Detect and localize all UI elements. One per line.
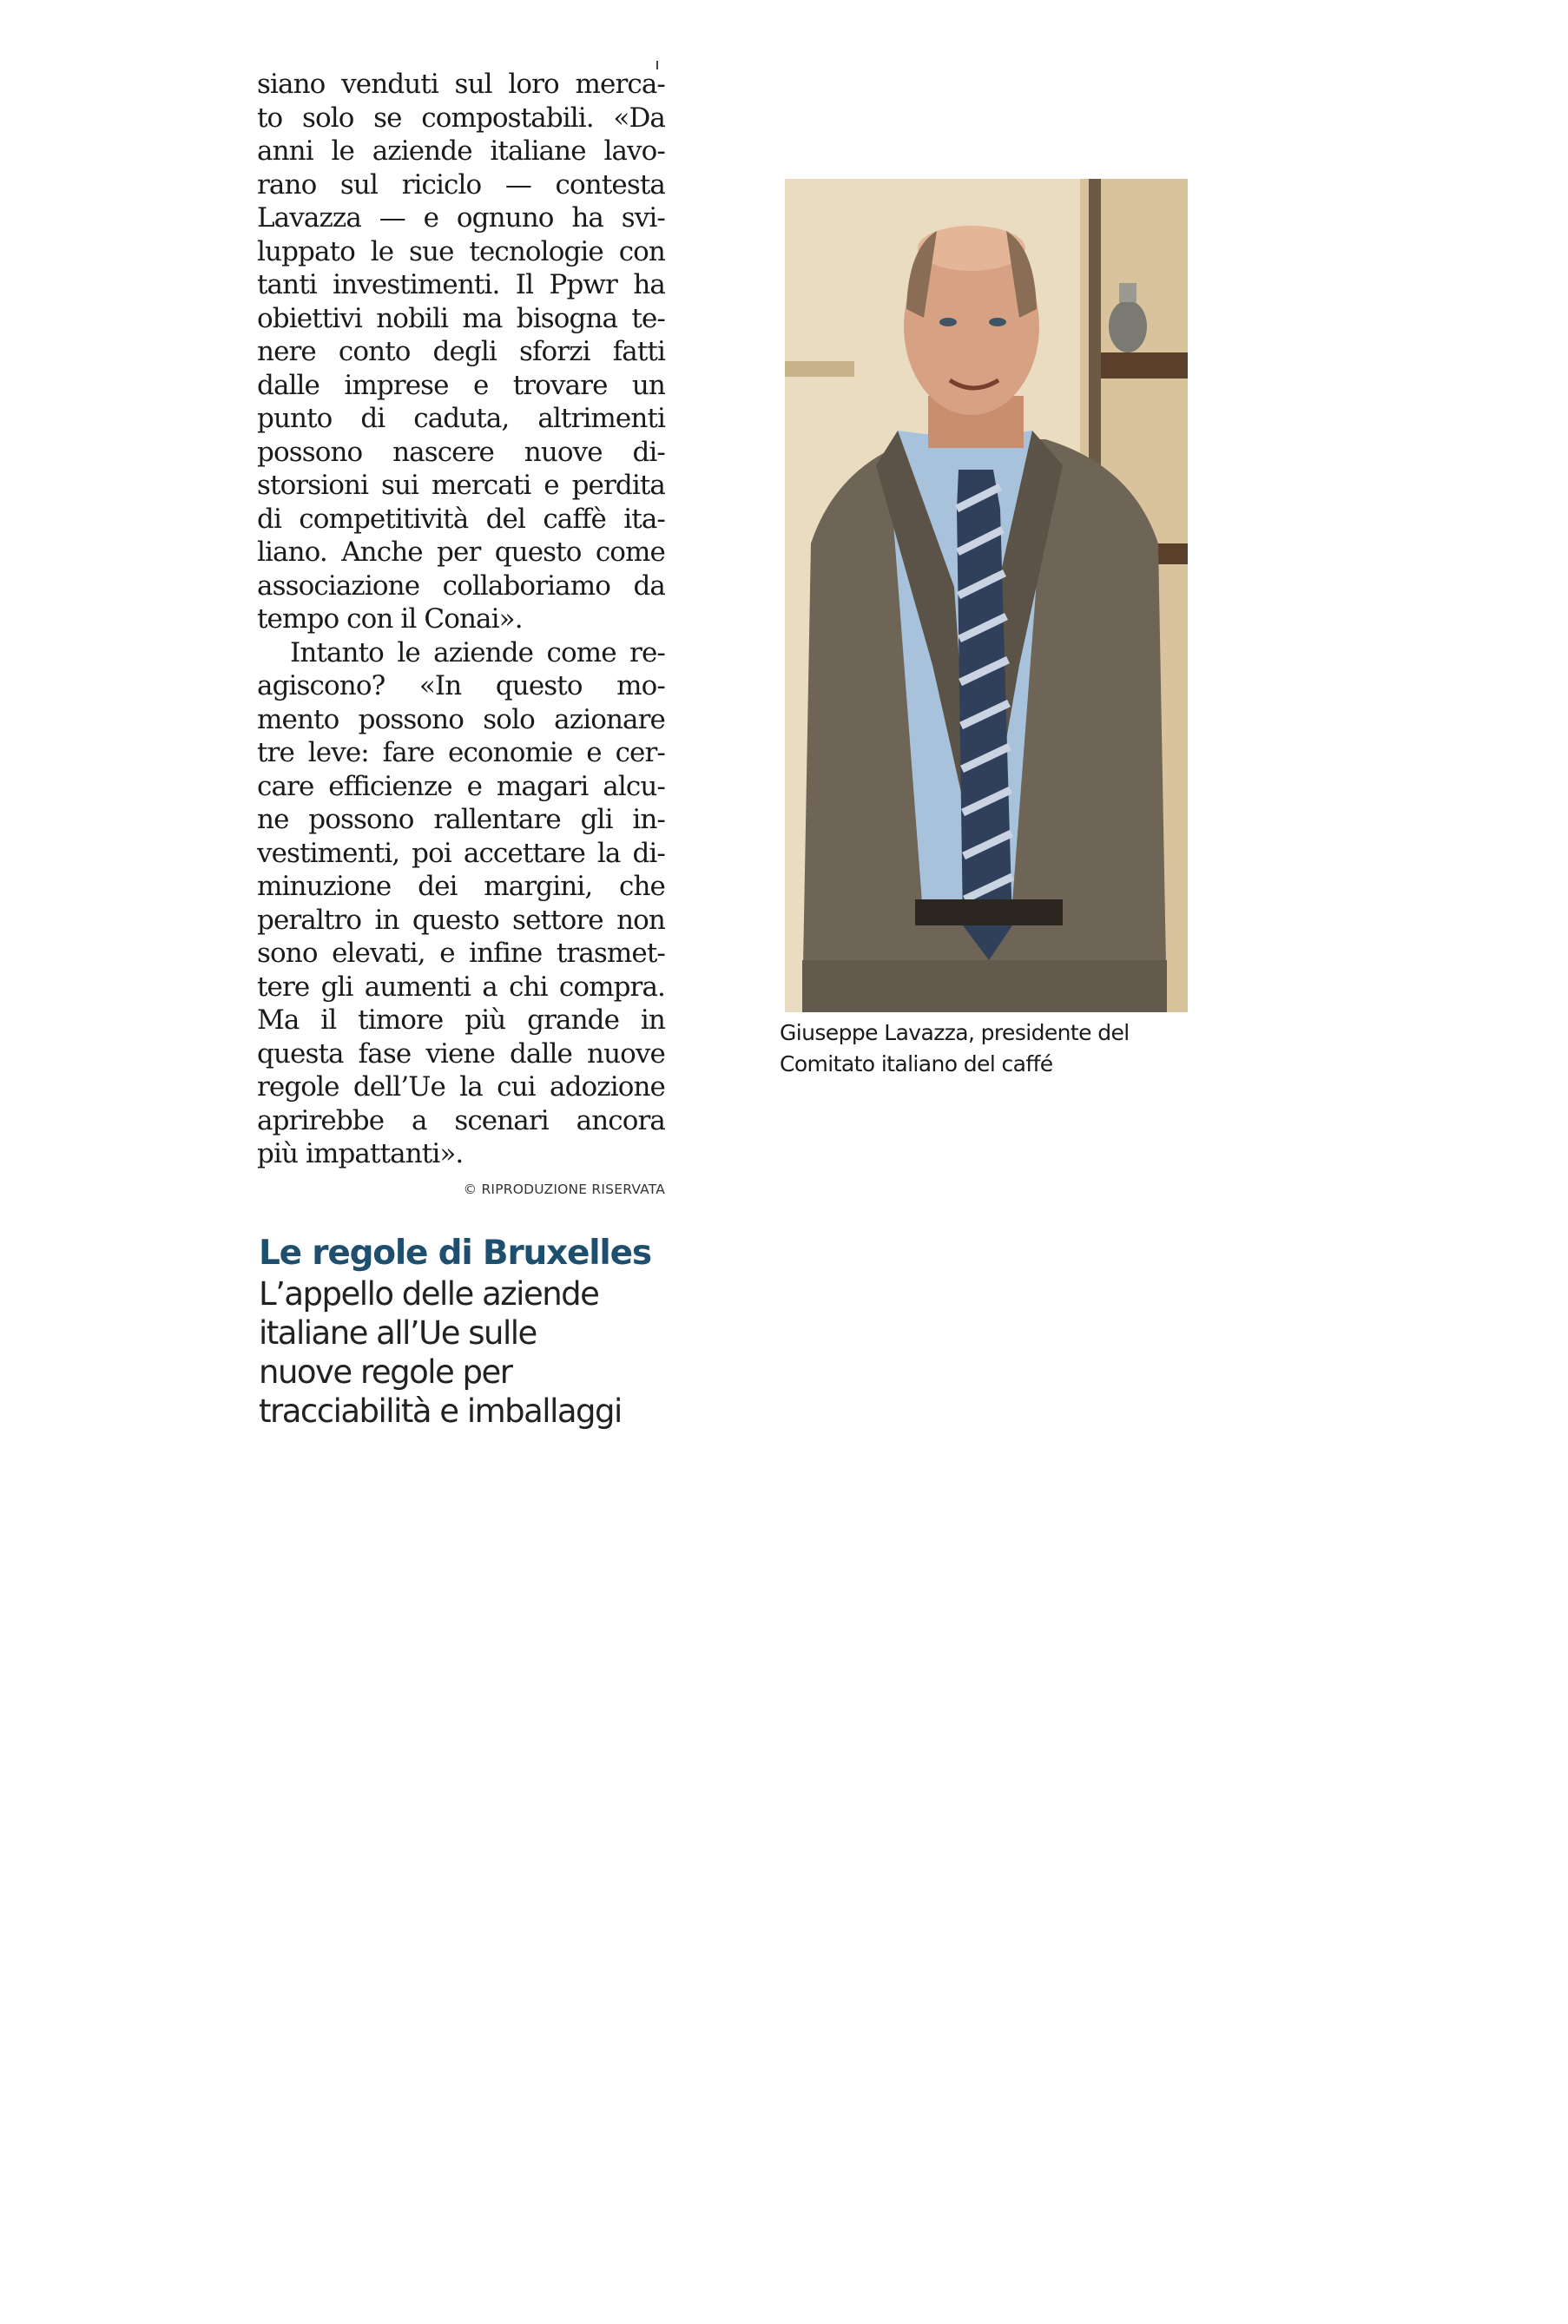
related-article-title[interactable]: Le regole di Bruxelles [259,1234,651,1273]
article-line: tre leve: fare economie e cer- [257,737,665,768]
article-line: regole dell’Ue la cui adozione [257,1071,665,1103]
article-line: nere conto degli sforzi fatti [257,336,665,367]
related-article-subtitle[interactable]: L’appello delle aziende italiane all’Ue sulle nuove regole per tracciabilità e imballaggi [259,1275,622,1430]
article-line: Lavazza — e ognuno ha svi- [257,202,665,234]
article-line: tempo con il Conai». [257,603,523,635]
article-line: minuzione dei margini, che [257,871,665,902]
photo-caption: Giuseppe Lavazza, presidente del Comitato italiano del caffé [780,1020,1130,1076]
article-line: liano. Anche per questo come [257,537,665,568]
article-line: di competitività del caffè ita- [257,503,665,535]
article-body [257,68,665,1171]
article-line: obiettivi nobili ma bisogna te- [257,302,665,334]
article-column [257,68,665,1197]
article-line: mento possono solo azionare [257,703,665,735]
article-line: possono nascere nuove di- [257,436,665,468]
article-line: dalle imprese e trovare un [257,369,665,401]
article-line: to solo se compostabili. «Da [257,102,665,134]
article-line: luppato le sue tecnologie con [257,235,665,267]
article-line: anni le aziende italiane lavo- [257,135,665,167]
article-line: ne possono rallentare gli in- [257,804,665,835]
article-line: Ma il timore più grande in [257,1004,665,1036]
article-line: Intanto le aziende come re- [290,636,665,668]
article-line: tanti investimenti. Il Ppwr ha [257,269,665,300]
article-line: aprirebbe a scenari ancora [257,1104,665,1136]
article-line: vestimenti, poi accettare la di- [257,837,665,869]
article-line: più impattanti». [257,1138,464,1169]
portrait-photo [785,179,1188,1012]
article-line: rano sul riciclo — contesta [257,168,665,201]
article-line: storsioni sui mercati e perdita [257,470,665,501]
article-line: questa fase viene dalle nuove [257,1037,665,1070]
article-line: punto di caduta, altrimenti [257,403,665,434]
article-line: sono elevati, e infine trasmet- [257,938,665,969]
copyright-notice: © RIPRODUZIONE RISERVATA [463,1181,665,1197]
article-line: care efficienze e magari alcu- [257,770,665,802]
article-line: associazione collaboriamo da [257,569,665,602]
related-article[interactable] [259,1233,675,1431]
article-line: peraltro in questo settore non [257,904,665,936]
article-line: siano venduti sul loro merca- [257,69,665,100]
article-line: tere gli aumenti a chi compra. [257,971,665,1003]
article-line: agiscono? «In questo mo- [257,670,665,701]
